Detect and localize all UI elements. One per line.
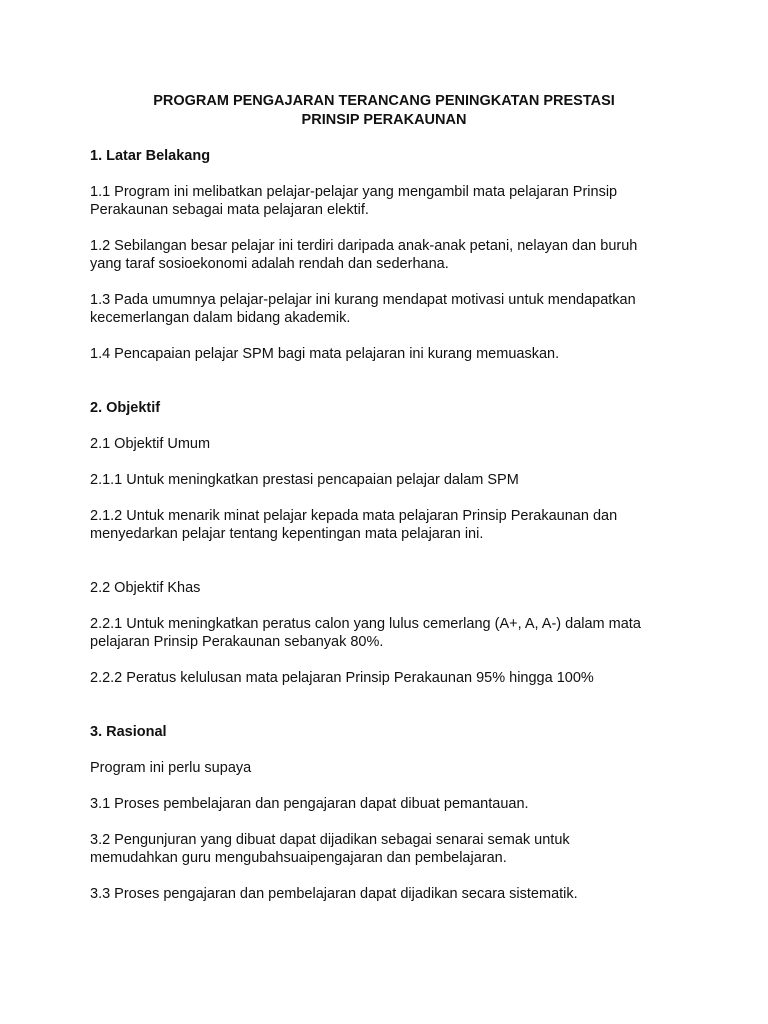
paragraph-2-2-1-line-2: pelajaran Prinsip Perakaunan sebanyak 80%. [90,634,384,650]
paragraph-3-3: 3.3 Proses pengajaran dan pembelajaran dapat dijadikan secara sistematik. [90,886,578,902]
paragraph-1-2-line-1: 1.2 Sebilangan besar pelajar ini terdiri daripada anak-anak petani, nelayan dan buruh [90,238,638,254]
paragraph-3-2-line-2: memudahkan guru mengubahsuaipengajaran dan pembelajaran. [90,850,507,866]
paragraph-3-1: 3.1 Proses pembelajaran dan pengajaran dapat dibuat pemantauan. [90,796,529,812]
heading-rasional: 3. Rasional [90,724,167,740]
paragraph-1-3 [90,291,678,327]
title-line-2: PRINSIP PERAKAUNAN [301,112,467,128]
subheading-objektif-khas: 2.2 Objektif Khas [90,580,201,596]
paragraph-1-3-line-2: kecemerlangan dalam bidang akademik. [90,310,351,326]
paragraph-1-2-line-2: yang taraf sosioekonomi adalah rendah dan sederhana. [90,256,449,272]
paragraph-2-2-2: 2.2.2 Peratus kelulusan mata pelajaran Prinsip Perakaunan 95% hingga 100% [90,670,594,686]
subheading-objektif-umum: 2.1 Objektif Umum [90,436,211,452]
paragraph-1-3-line-1: 1.3 Pada umumnya pelajar-pelajar ini kurang mendapat motivasi untuk mendapatkan [90,292,636,308]
paragraph-1-1 [90,183,678,219]
heading-objektif: 2. Objektif [90,400,161,416]
paragraph-2-2-1-line-1: 2.2.1 Untuk meningkatkan peratus calon yang lulus cemerlang (A+, A, A-) dalam mata [90,616,641,632]
paragraph-rasional-intro: Program ini perlu supaya [90,760,252,776]
paragraph-1-2 [90,237,678,273]
paragraph-2-1-1: 2.1.1 Untuk meningkatkan prestasi pencapaian pelajar dalam SPM [90,472,519,488]
title-line-1: PROGRAM PENGAJARAN TERANCANG PENINGKATAN PRESTASI [153,93,615,109]
paragraph-3-2-line-1: 3.2 Pengunjuran yang dibuat dapat dijadikan sebagai senarai semak untuk [90,832,570,848]
paragraph-2-1-2 [90,507,678,543]
paragraph-2-1-2-line-2: menyedarkan pelajar tentang kepentingan mata pelajaran ini. [90,526,484,542]
heading-latar-belakang: 1. Latar Belakang [90,148,211,164]
paragraph-2-1-2-line-1: 2.1.2 Untuk menarik minat pelajar kepada mata pelajaran Prinsip Perakaunan dan [90,508,618,524]
paragraph-1-4: 1.4 Pencapaian pelajar SPM bagi mata pelajaran ini kurang memuaskan. [90,346,560,362]
paragraph-1-1-line-2: Perakaunan sebagai mata pelajaran elektif. [90,202,369,218]
paragraph-1-1-line-1: 1.1 Program ini melibatkan pelajar-pelajar yang mengambil mata pelajaran Prinsip [90,184,618,200]
paragraph-3-2 [90,831,678,867]
document-title [90,92,678,130]
paragraph-2-2-1 [90,615,678,651]
